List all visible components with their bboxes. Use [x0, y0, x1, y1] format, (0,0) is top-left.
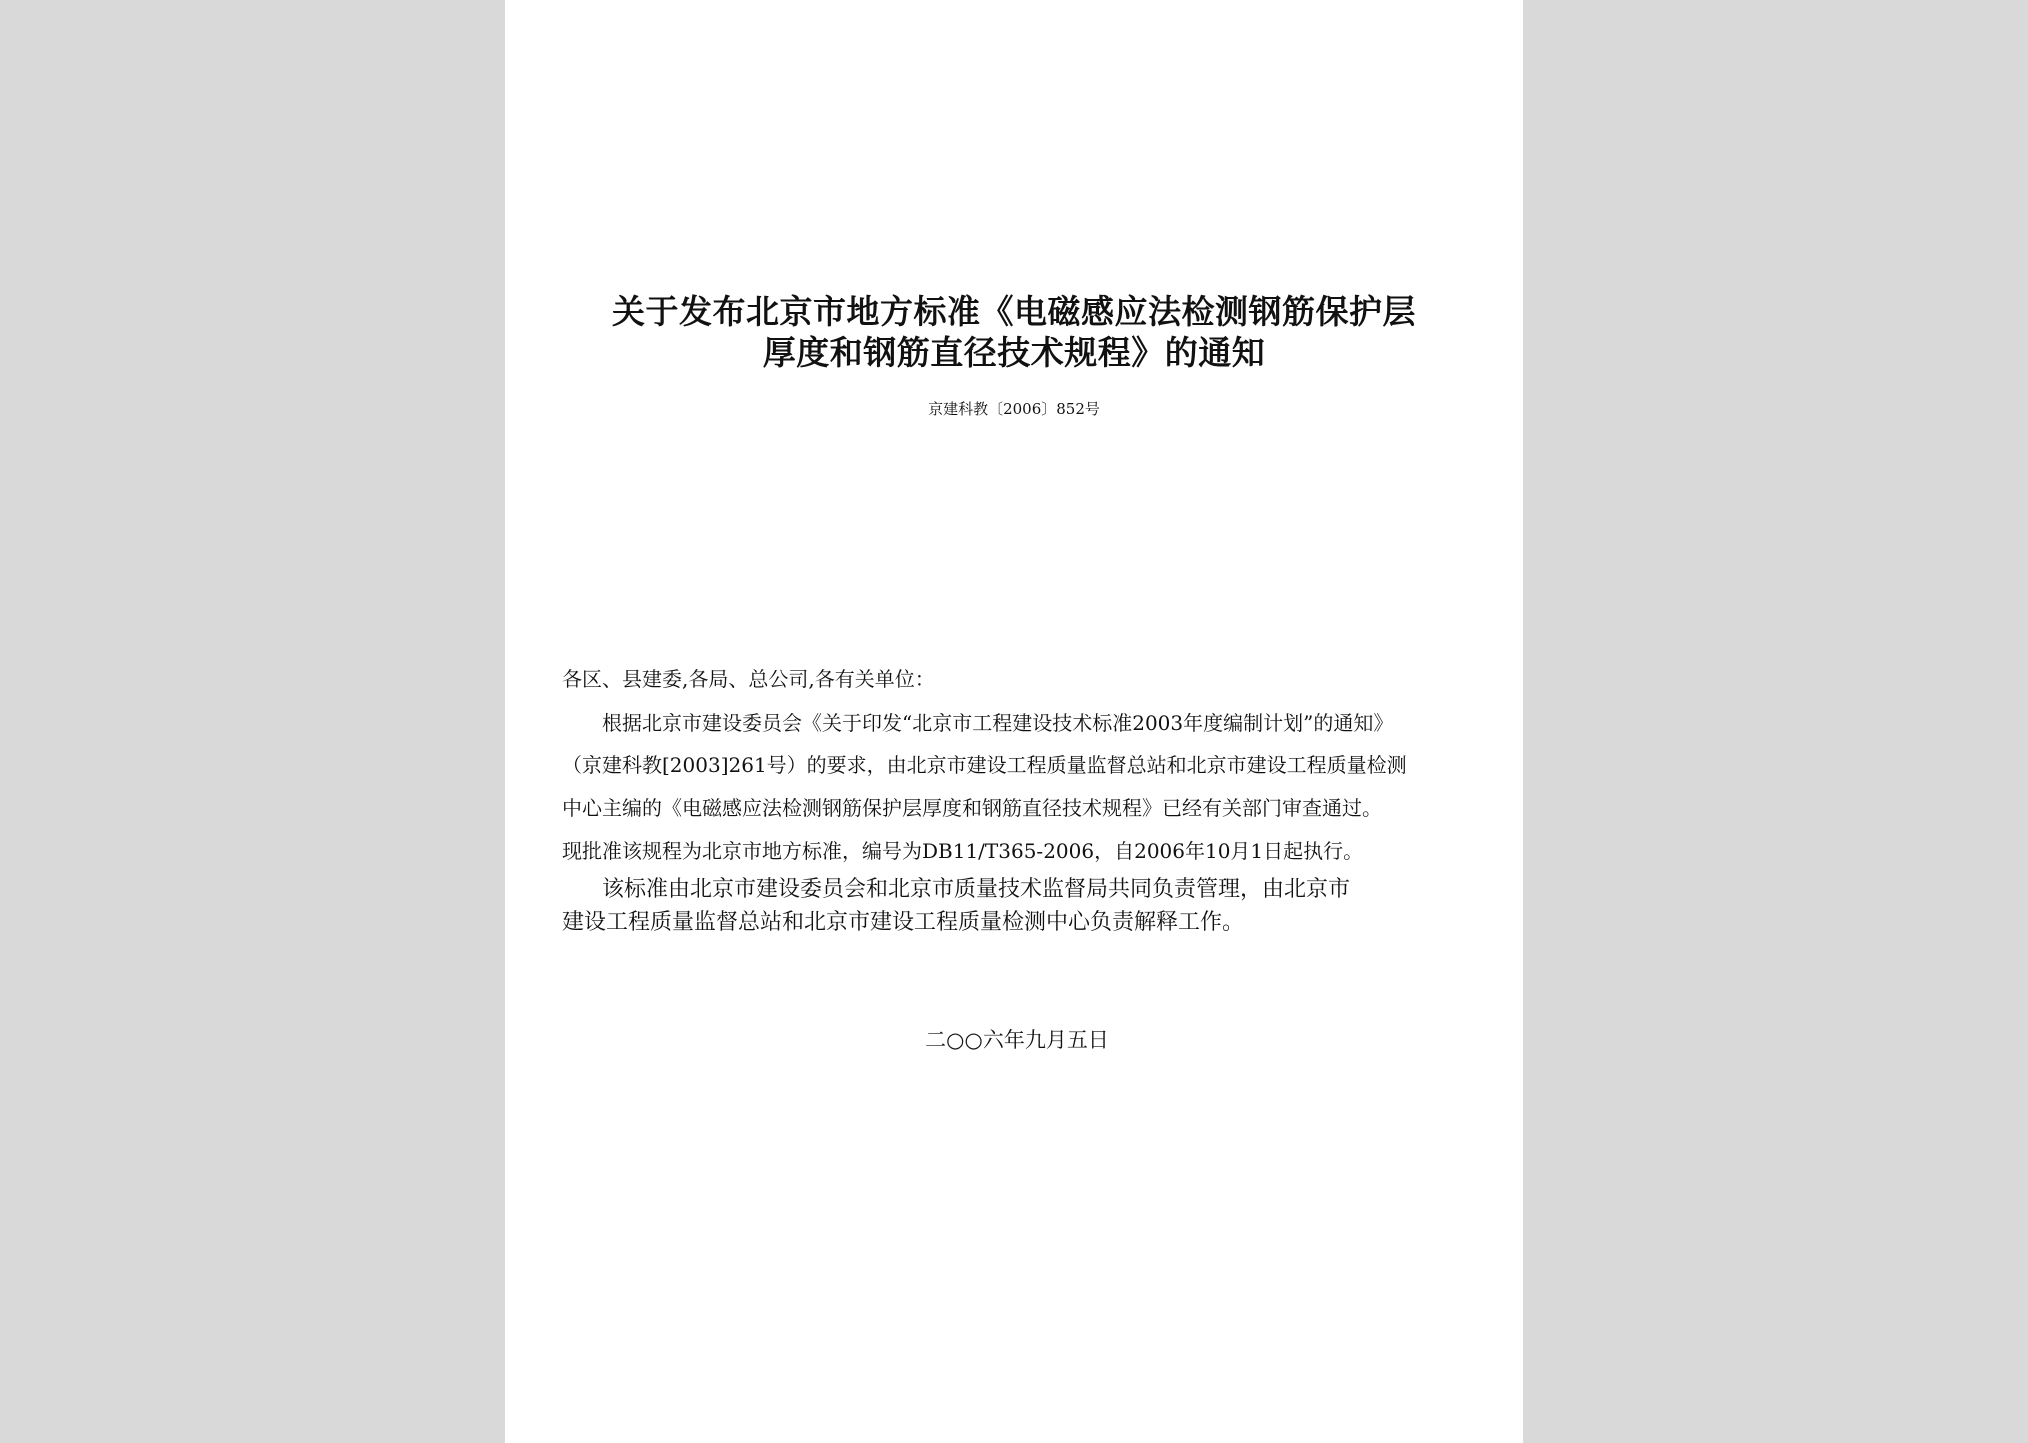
paragraph-1-line-4: 现批准该规程为北京市地方标准，编号为DB11/T365-2006，自2006年10月1日起执行。	[562, 839, 1364, 863]
title-line-1: 关于发布北京市地方标准《电磁感应法检测钢筋保护层	[612, 292, 1416, 331]
paragraph-1-line-1: 根据北京市建设委员会《关于印发“北京市工程建设技术标准2003年度编制计划”的通知》	[602, 711, 1394, 735]
issue-date: 二○○六年九月五日	[925, 1028, 1109, 1052]
salutation: 各区、县建委,各局、总公司,各有关单位：	[562, 667, 935, 691]
paragraph-1-line-3: 中心主编的《电磁感应法检测钢筋保护层厚度和钢筋直径技术规程》已经有关部门审查通过。	[562, 796, 1382, 820]
paragraph-2-line-1: 该标准由北京市建设委员会和北京市质量技术监督局共同负责管理，由北京市	[602, 877, 1351, 902]
document-page	[505, 0, 1523, 1443]
paragraph-2-line-2: 建设工程质量监督总站和北京市建设工程质量检测中心负责解释工作。	[562, 910, 1245, 935]
document-number: 京建科教〔2006〕852号	[928, 400, 1100, 418]
paragraph-1-line-2: （京建科教[2003]261号）的要求，由北京市建设工程质量监督总站和北京市建设工程质量检测	[562, 753, 1407, 777]
title-line-2: 厚度和钢筋直径技术规程》的通知	[762, 333, 1266, 372]
